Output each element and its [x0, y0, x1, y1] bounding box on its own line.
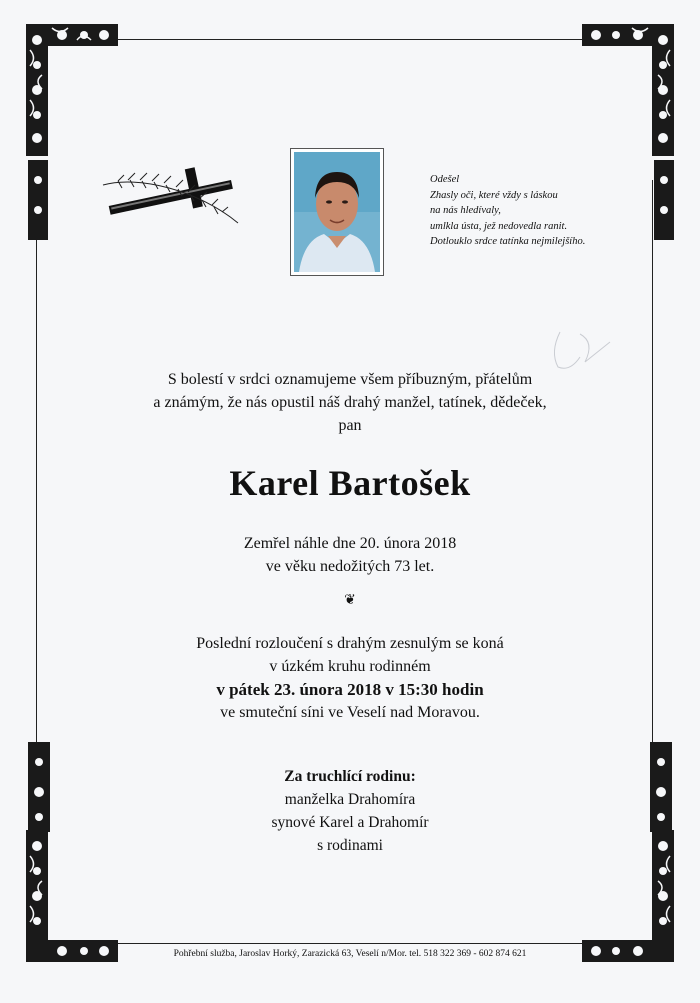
mourners-heading: Za truchlící rodinu:	[284, 768, 416, 785]
floral-side-left-top-icon	[26, 160, 74, 240]
poem-line: Odešel	[430, 174, 460, 185]
floral-side-right-top-icon	[628, 160, 676, 240]
death-date: Zemřel náhle dne 20. února 2018	[243, 535, 457, 552]
mourner-line: s rodinami	[317, 837, 383, 854]
poem	[430, 172, 585, 250]
intro-line: pan	[338, 417, 362, 434]
funeral-place: ve smuteční síni ve Veselí nad Moravou.	[220, 704, 480, 721]
mourners	[0, 765, 700, 857]
mourner-line: manželka Drahomíra	[284, 791, 416, 808]
intro-line: S bolestí v srdci oznamujeme všem příbuzným, přátelům	[167, 371, 533, 388]
funeral-service-footer: Pohřební služba, Jaroslav Horký, Zarazická 63, Veselí n/Mor. tel. 518 322 369 - 602 874 621	[173, 949, 527, 959]
frame-bottom-line	[80, 943, 600, 944]
death-info	[0, 532, 700, 578]
funeral-datetime: v pátek 23. února 2018 v 15:30 hodin	[216, 680, 484, 699]
announcement-intro	[0, 368, 700, 437]
frame-top-line	[80, 39, 600, 40]
funeral-line-1: Poslední rozloučení s drahým zesnulým se koná	[196, 635, 504, 652]
age-at-death: ve věku nedožitých 73 let.	[265, 558, 435, 575]
floral-corner-top-right-icon	[578, 20, 678, 160]
cross-with-palm-icon	[98, 165, 243, 227]
funeral-line-2: v úzkém kruhu rodinném	[269, 658, 431, 675]
deceased-name: Karel Bartošek	[229, 463, 471, 503]
intro-line: a známým, že nás opustil náš drahý manžel, tatínek, dědeček,	[153, 394, 547, 411]
poem-line: Dotlouklo srdce tatínka nejmilejšího.	[430, 236, 586, 247]
funeral-info	[0, 632, 700, 724]
poem-line: Zhasly oči, které vždy s láskou	[430, 189, 558, 201]
floral-corner-top-left-icon	[22, 20, 122, 160]
mourner-line: synové Karel a Drahomír	[271, 814, 429, 831]
poem-line: umlkla ústa, jež nedovedla ranit.	[430, 220, 568, 232]
ornament-icon: ❦	[344, 593, 356, 608]
portrait-photo	[290, 148, 384, 276]
poem-line: na nás hledívaly,	[430, 205, 501, 216]
